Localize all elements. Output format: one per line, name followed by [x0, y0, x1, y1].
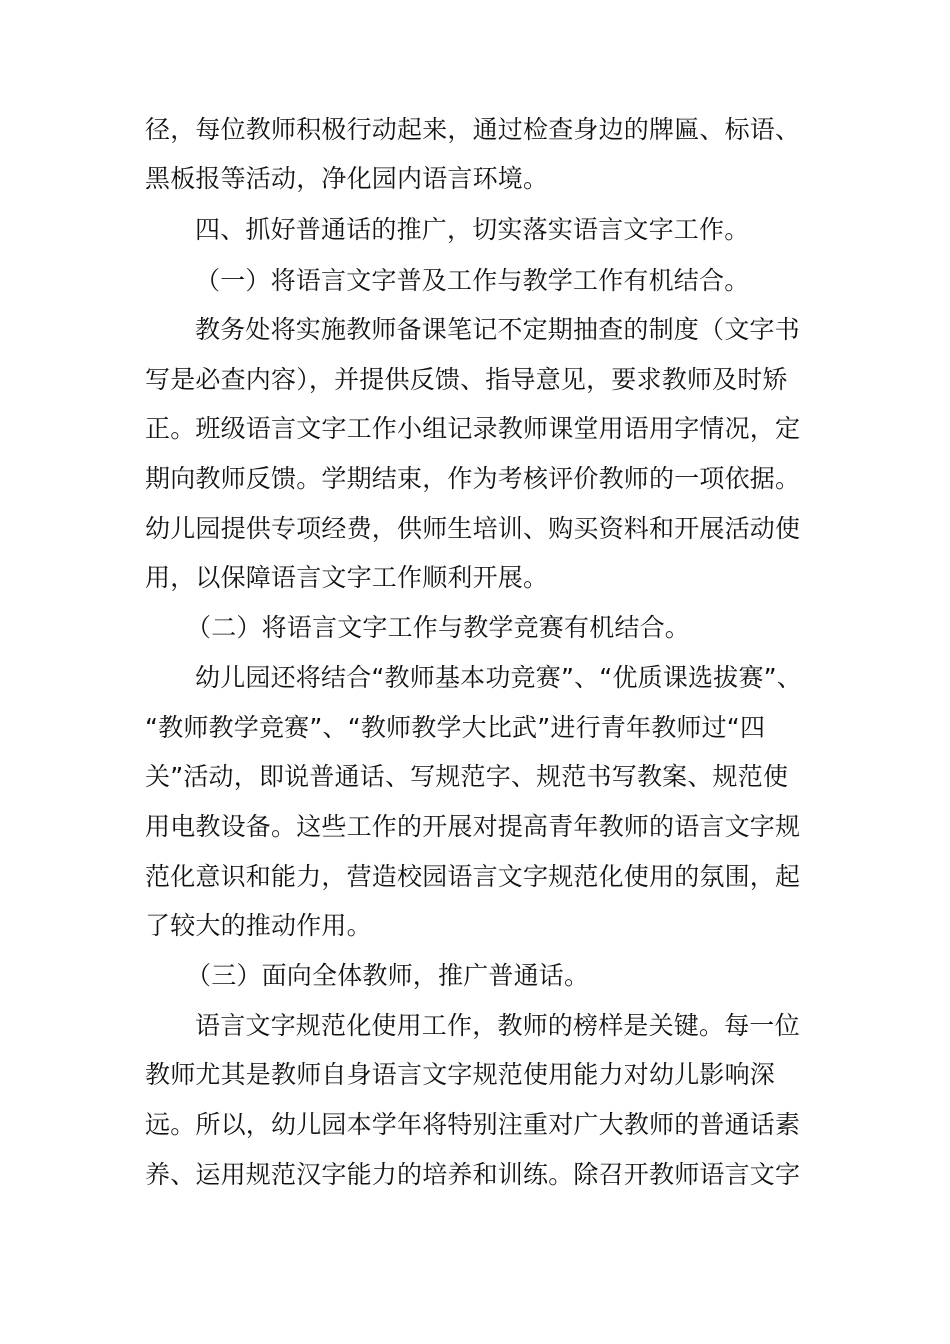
subsection-heading-2: （二）将语言文字工作与教学竞赛有机结合。: [186, 613, 691, 642]
text-line-1: 径，每位教师积极行动起来，通过检查身边的牌匾、标语、: [145, 115, 801, 144]
subsection-heading-3: （三）面向全体教师，推广普通话。: [186, 961, 590, 990]
text-line-2: 黑板报等活动，净化园内语言环境。: [145, 164, 549, 193]
text-line-9: 幼儿园提供专项经费，供师生培训、购买资料和开展活动使: [145, 514, 801, 543]
text-line-8: 期向教师反馈。学期结束，作为考核评价教师的一项依据。: [145, 464, 801, 493]
text-line-5: 教务处将实施教师备课笔记不定期抽查的制度（文字书: [195, 315, 800, 344]
subsection-heading-1: （一）将语言文字普及工作与教学工作有机结合。: [195, 266, 750, 295]
text-line-13: “教师教学竞赛”、“教师教学大比武”进行青年教师过“四: [145, 713, 766, 742]
text-line-16: 范化意识和能力，营造校园语言文字规范化使用的氛围，起: [145, 862, 801, 891]
text-line-15: 用电教设备。这些工作的开展对提高青年教师的语言文字规: [145, 812, 801, 841]
text-line-14: 关”活动，即说普通话、写规范字、规范书写教案、规范使: [145, 762, 789, 791]
text-line-20: 教师尤其是教师自身语言文字规范使用能力对幼儿影响深: [145, 1060, 776, 1089]
text-line-6: 写是必查内容），并提供反馈、指导意见，要求教师及时矫: [145, 365, 788, 394]
text-line-22: 养、运用规范汉字能力的培养和训练。除召开教师语言文字: [145, 1160, 801, 1189]
text-line-10: 用，以保障语言文字工作顺利开展。: [145, 563, 549, 592]
text-line-17: 了较大的推动作用。: [145, 911, 372, 940]
text-line-21: 远。所以，幼儿园本学年将特别注重对广大教师的普通话素: [145, 1110, 801, 1139]
text-line-19: 语言文字规范化使用工作，教师的榜样是关键。每一位: [195, 1011, 800, 1040]
text-line-7: 正。班级语言文字工作小组记录教师课堂用语用字情况，定: [145, 414, 801, 443]
text-line-12: 幼儿园还将结合“教师基本功竞赛”、“优质课选拔赛”、: [195, 663, 803, 692]
section-heading-4: 四、抓好普通话的推广，切实落实语言文字工作。: [195, 215, 750, 244]
